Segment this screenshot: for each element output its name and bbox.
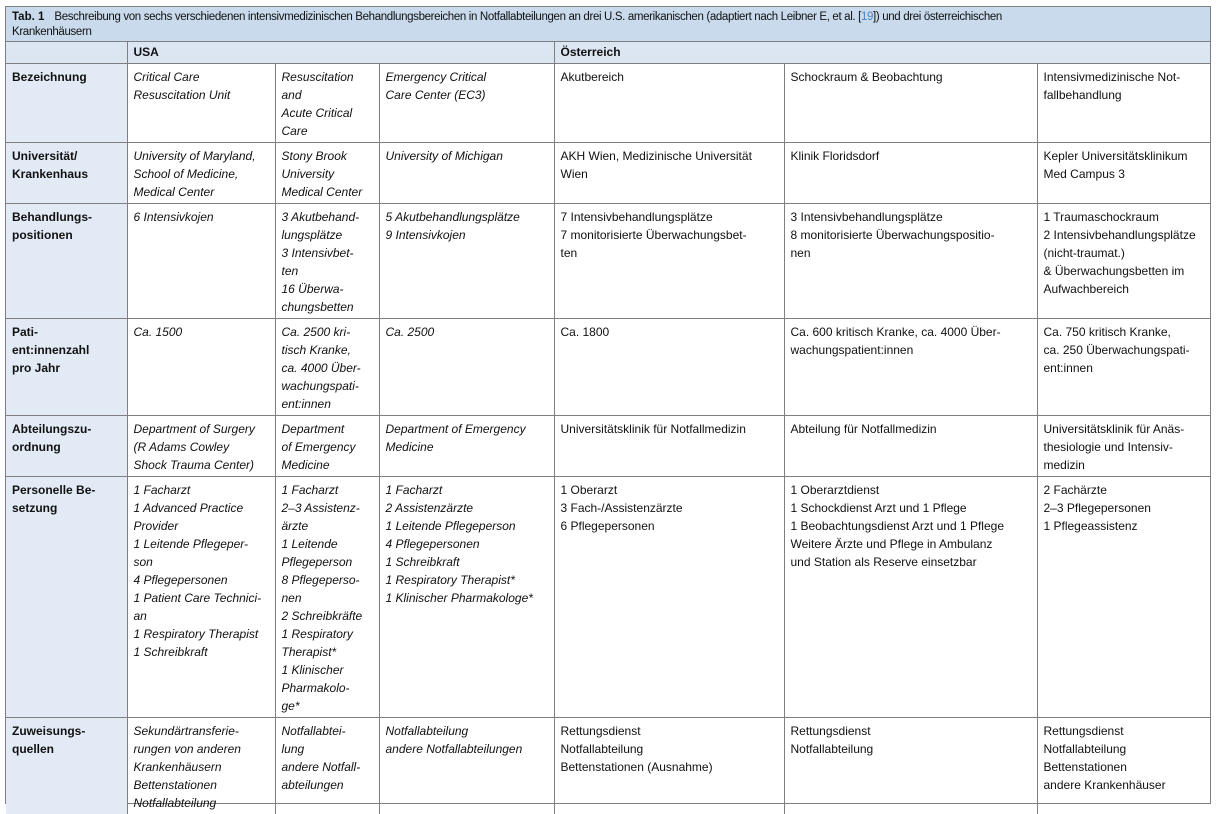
cell-line: 1 Leitende [281, 536, 338, 551]
cell-line: 1 Patient Care Technici- [133, 590, 262, 605]
row-label-line: Zuweisungs- [12, 723, 86, 738]
cell-line: Pflegeperson [281, 554, 353, 569]
row-label-line: pro Jahr [12, 360, 61, 375]
cell-line: (R Adams Cowley [133, 439, 230, 454]
table-row [6, 203, 1210, 318]
cell-line: 1 Klinischer [281, 662, 344, 677]
cell-line: andere Notfallabteilungen [385, 741, 523, 756]
table-cell [379, 415, 554, 476]
cell-line: Department of Emergency [385, 421, 526, 436]
cell-line: Pharmakolo- [281, 680, 350, 695]
cell-line: Intensivmedizinische Not- [1043, 69, 1181, 84]
cell-line: 1 Pflegeassistenz [1043, 518, 1138, 533]
cell-line: 1 Facharzt [281, 482, 339, 497]
cell-line: Ca. 1800 [560, 324, 610, 339]
table-cell [275, 142, 379, 203]
cell-line: 1 Beobachtungsdienst Arzt und 1 Pflege [790, 518, 1004, 533]
cell-line: Critical Care [133, 69, 200, 84]
table-caption [6, 7, 1210, 42]
cell-line: Ca. 600 kritisch Kranke, ca. 4000 Über- [790, 324, 1001, 339]
table-cell [1037, 415, 1210, 476]
cell-line: 8 monitorisierte Überwachungspositio- [790, 227, 995, 242]
row-label [6, 318, 127, 415]
table-cell [127, 203, 275, 318]
cell-line: ent:innen [281, 396, 331, 411]
cell-line: Med Campus 3 [1043, 166, 1125, 181]
row-label-line: Behandlungs- [12, 209, 92, 224]
table-cell [1037, 142, 1210, 203]
table-cell [275, 63, 379, 142]
table-cell [379, 203, 554, 318]
row-label [6, 63, 127, 142]
table-cell [275, 318, 379, 415]
caption-text: Beschreibung von sechs verschiedenen intensivmedizinischen Behandlungsbereichen in Notfallabteilungen an drei U.S. amerikanischen (adaptiert nach Leibner E, et al. [ [54, 11, 861, 23]
cell-line: wachungspatient:innen [790, 342, 914, 357]
cell-line: nen [281, 590, 302, 605]
row-label [6, 717, 127, 814]
cell-line: an [133, 608, 147, 623]
cell-line: 6 Pflegepersonen [560, 518, 655, 533]
cell-line: Rettungsdienst [790, 723, 871, 738]
row-label [6, 476, 127, 717]
cell-line: Klinik Floridsdorf [790, 148, 880, 163]
cell-line: 3 Intensivbehandlungsplätze [790, 209, 943, 224]
row-label-line: ordnung [12, 439, 61, 454]
cell-line: nen [790, 245, 811, 260]
cell-line: Kepler Universitätsklinikum [1043, 148, 1188, 163]
cell-line: ge* [281, 698, 300, 713]
cell-line: 1 Schreibkraft [385, 554, 460, 569]
cell-line: Notfallabtei- [281, 723, 346, 738]
group-header-austria: Österreich [554, 42, 1210, 63]
caption-text-line2: Krankenhäusern [12, 26, 92, 38]
cell-line: 1 Leitende Pflegeperson [385, 518, 516, 533]
cell-line: Krankenhäusern [133, 759, 222, 774]
cell-line: 1 Facharzt [385, 482, 443, 497]
cell-line: 2 Assistenzärzte [385, 500, 474, 515]
table-cell [554, 476, 784, 717]
cell-line: 1 Advanced Practice [133, 500, 244, 515]
cell-line: 4 Pflegepersonen [385, 536, 480, 551]
table-row [6, 717, 1210, 814]
reference-link[interactable]: 19 [860, 11, 874, 23]
cell-line: Care [281, 123, 308, 138]
cell-line: Medicine [281, 457, 330, 472]
table-cell [1037, 318, 1210, 415]
cell-line: 1 Leitende Pflegeper- [133, 536, 249, 551]
cell-line: 9 Intensivkojen [385, 227, 466, 242]
cell-line: Notfallabteilung [1043, 741, 1127, 756]
cell-line: Shock Trauma Center) [133, 457, 254, 472]
cell-line: medizin [1043, 457, 1085, 472]
table-cell [275, 717, 379, 814]
cell-line: Provider [133, 518, 179, 533]
cell-line: Notfallabteilung [133, 795, 217, 810]
cell-line: Schockraum & Beobachtung [790, 69, 943, 84]
cell-line: Ca. 750 kritisch Kranke, [1043, 324, 1171, 339]
cell-line: abteilungen [281, 777, 344, 792]
row-label-line: Bezeichnung [12, 69, 87, 84]
cell-line: University of Maryland, [133, 148, 256, 163]
cell-line: Resuscitation Unit [133, 87, 231, 102]
cell-line: Medicine [385, 439, 434, 454]
cell-line: Ca. 2500 [385, 324, 435, 339]
table-cell [127, 415, 275, 476]
cell-line: Emergency Critical [385, 69, 487, 84]
cell-line: Medical Center [281, 184, 363, 199]
cell-line: 1 Oberarztdienst [790, 482, 880, 497]
cell-line: 1 Klinischer Pharmakologe* [385, 590, 533, 605]
row-label-line: setzung [12, 500, 58, 515]
table-cell [127, 717, 275, 814]
cell-line: AKH Wien, Medizinische Universität [560, 148, 752, 163]
table-grid [6, 42, 1210, 814]
cell-line: Department of Surgery [133, 421, 255, 436]
cell-line: fallbehandlung [1043, 87, 1122, 102]
table-cell [379, 717, 554, 814]
row-label-line: Pati- [12, 324, 39, 339]
cell-line: Notfallabteilung [560, 741, 644, 756]
cell-line: Ca. 2500 kri- [281, 324, 351, 339]
cell-line: 1 Respiratory Therapist [133, 626, 259, 641]
cell-line: 16 Überwa- [281, 281, 344, 296]
table-cell [127, 63, 275, 142]
cell-line: wachungspati- [281, 378, 359, 393]
cell-line: Notfallabteilung [385, 723, 469, 738]
table-cell [784, 63, 1037, 142]
cell-line: Department [281, 421, 345, 436]
table-cell [127, 318, 275, 415]
cell-line: andere Notfall- [281, 759, 361, 774]
table-cell [784, 203, 1037, 318]
table-cell [1037, 717, 1210, 814]
table-row [6, 415, 1210, 476]
cell-line: 7 Intensivbehandlungsplätze [560, 209, 713, 224]
table-cell [275, 203, 379, 318]
row-label-line: positionen [12, 227, 73, 242]
table-row [6, 318, 1210, 415]
table-cell [1037, 476, 1210, 717]
cell-line: Universitätsklinik für Notfallmedizin [560, 421, 746, 436]
table-cell [784, 415, 1037, 476]
group-header-usa: USA [127, 42, 554, 63]
table-cell [554, 415, 784, 476]
cell-line: tisch Kranke, [281, 342, 351, 357]
cell-line: Bettenstationen [1043, 759, 1127, 774]
cell-line: ten [560, 245, 578, 260]
table-number: Tab. 1 [12, 11, 45, 23]
table-row [6, 142, 1210, 203]
table-row [6, 476, 1210, 717]
cell-line: Notfallabteilung [790, 741, 874, 756]
row-label [6, 203, 127, 318]
cell-line: Ca. 1500 [133, 324, 183, 339]
cell-line: 3 Fach-/Assistenzärzte [560, 500, 683, 515]
cell-line: 4 Pflegepersonen [133, 572, 228, 587]
cell-line: Care Center (EC3) [385, 87, 486, 102]
cell-line: Resuscitation [281, 69, 354, 84]
cell-line: 7 monitorisierte Überwachungsbet- [560, 227, 747, 242]
table-cell [1037, 63, 1210, 142]
cell-line: ärzte [281, 518, 309, 533]
cell-line: 1 Respiratory [281, 626, 353, 641]
cell-line: chungsbetten [281, 299, 354, 314]
cell-line: 1 Respiratory Therapist* [385, 572, 515, 587]
cell-line: Stony Brook [281, 148, 347, 163]
cell-line: Wien [560, 166, 588, 181]
cell-line: Rettungsdienst [560, 723, 641, 738]
table-cell [554, 717, 784, 814]
cell-line: Akutbereich [560, 69, 624, 84]
cell-line: lung [281, 741, 305, 756]
row-label [6, 142, 127, 203]
cell-line: Sekundärtransferie- [133, 723, 239, 738]
cell-line: Abteilung für Notfallmedizin [790, 421, 937, 436]
cell-line: Acute Critical [281, 105, 353, 120]
cell-line: 3 Akutbehand- [281, 209, 360, 224]
cell-line: Medical Center [133, 184, 215, 199]
table-cell [1037, 203, 1210, 318]
cell-line: 5 Akutbehandlungsplätze [385, 209, 520, 224]
cell-line: thesiologie und Intensiv- [1043, 439, 1173, 454]
cell-line: Weitere Ärzte und Pflege in Ambulanz [790, 536, 993, 551]
row-label-line: Personelle Be- [12, 482, 96, 497]
header-row [6, 42, 1210, 63]
cell-line: 1 Oberarzt [560, 482, 618, 497]
table-row [6, 63, 1210, 142]
cell-line: 1 Facharzt [133, 482, 191, 497]
table-cell [784, 476, 1037, 717]
cell-line: lungsplätze [281, 227, 343, 242]
table-cell [379, 63, 554, 142]
row-label-line: quellen [12, 741, 55, 756]
table-cell [554, 203, 784, 318]
cell-line: ent:innen [1043, 360, 1093, 375]
table-cell [127, 476, 275, 717]
cell-line: ca. 4000 Über- [281, 360, 361, 375]
cell-line: Bettenstationen [133, 777, 217, 792]
table-cell [275, 476, 379, 717]
cell-line: und Station als Reserve einsetzbar [790, 554, 977, 569]
table-cell [379, 318, 554, 415]
table-cell [554, 63, 784, 142]
table-cell [379, 142, 554, 203]
cell-line: 1 Schreibkraft [133, 644, 208, 659]
cell-line: 2–3 Pflegepersonen [1043, 500, 1151, 515]
cell-line: ten [281, 263, 299, 278]
cell-line: 2 Intensivbehandlungsplätze [1043, 227, 1196, 242]
row-label [6, 415, 127, 476]
cell-line: & Überwachungsbetten im [1043, 263, 1185, 278]
cell-line: andere Krankenhäuser [1043, 777, 1166, 792]
row-label-line: Universität/ [12, 148, 78, 163]
cell-line: 2–3 Assistenz- [281, 500, 360, 515]
cell-line: University [281, 166, 335, 181]
cell-line: ca. 250 Überwachungspati- [1043, 342, 1190, 357]
cell-line: rungen von anderen [133, 741, 241, 756]
cell-line: 1 Traumaschockraum [1043, 209, 1159, 224]
data-table [5, 6, 1211, 810]
cell-line: Aufwachbereich [1043, 281, 1129, 296]
table-cell [379, 476, 554, 717]
cell-line: University of Michigan [385, 148, 503, 163]
row-label-line: ent:innenzahl [12, 342, 90, 357]
table-cell [784, 318, 1037, 415]
table-cell [554, 142, 784, 203]
cell-line: of Emergency [281, 439, 356, 454]
cell-line: Universitätsklinik für Anäs- [1043, 421, 1185, 436]
cell-line: son [133, 554, 153, 569]
cell-line: 2 Schreibkräfte [281, 608, 363, 623]
table-cell [127, 142, 275, 203]
cell-line: Therapist* [281, 644, 337, 659]
table-cell [784, 717, 1037, 814]
cell-line: Bettenstationen (Ausnahme) [560, 759, 713, 774]
cell-line: and [281, 87, 302, 102]
caption-text-end: ]) und drei österreichischen [873, 11, 1002, 23]
row-label-line: Krankenhaus [12, 166, 89, 181]
cell-line: 2 Fachärzte [1043, 482, 1107, 497]
cell-line: 8 Pflegeperso- [281, 572, 360, 587]
cell-line: 1 Schockdienst Arzt und 1 Pflege [790, 500, 967, 515]
cell-line: 6 Intensivkojen [133, 209, 214, 224]
cell-line: School of Medicine, [133, 166, 239, 181]
table-cell [554, 318, 784, 415]
table-cell [275, 415, 379, 476]
cell-line: Rettungsdienst [1043, 723, 1124, 738]
header-corner [6, 42, 127, 63]
cell-line: 3 Intensivbet- [281, 245, 354, 260]
cell-line: (nicht-traumat.) [1043, 245, 1125, 260]
table-cell [784, 142, 1037, 203]
row-label-line: Abteilungszu- [12, 421, 92, 436]
